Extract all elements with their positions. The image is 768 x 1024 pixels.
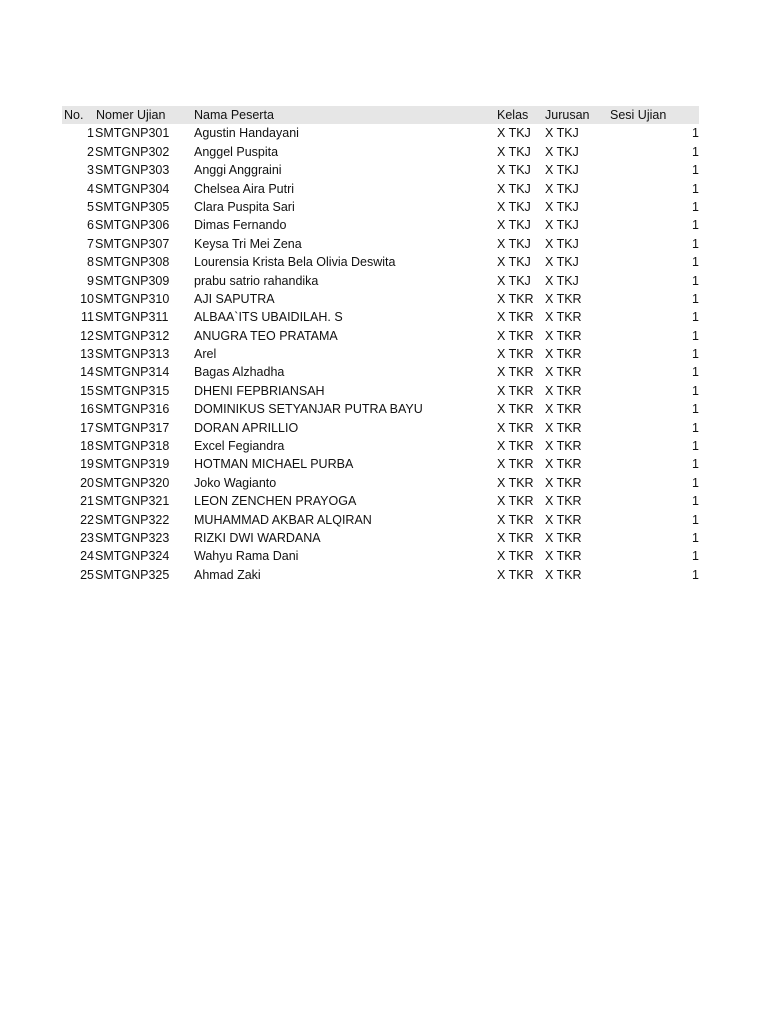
cell-nomor-ujian: SMTGNP319 [95, 457, 170, 472]
cell-jurusan: X TKJ [545, 144, 579, 159]
cell-nomor-ujian: SMTGNP305 [95, 199, 170, 214]
cell-nomor-ujian: SMTGNP310 [95, 291, 170, 306]
cell-no: 16 [80, 402, 94, 417]
cell-jurusan: X TKR [545, 383, 582, 398]
cell-kelas: X TKR [497, 549, 534, 564]
cell-nama-peserta: ANUGRA TEO PRATAMA [194, 328, 338, 343]
cell-nama-peserta: RIZKI DWI WARDANA [194, 530, 321, 545]
cell-jurusan: X TKR [545, 439, 582, 454]
cell-sesi-ujian: 1 [692, 255, 699, 270]
cell-jurusan: X TKR [545, 457, 582, 472]
participant-table [62, 106, 699, 584]
cell-sesi-ujian: 1 [692, 291, 699, 306]
cell-no: 9 [87, 273, 94, 288]
cell-jurusan: X TKR [545, 567, 582, 582]
cell-nama-peserta: Wahyu Rama Dani [194, 549, 299, 564]
cell-kelas: X TKR [497, 530, 534, 545]
cell-kelas: X TKJ [497, 236, 531, 251]
cell-jurusan: X TKR [545, 494, 582, 509]
cell-nomor-ujian: SMTGNP303 [95, 163, 170, 178]
table-row [62, 455, 699, 473]
cell-nama-peserta: Ahmad Zaki [194, 567, 261, 582]
cell-kelas: X TKR [497, 365, 534, 380]
cell-nama-peserta: prabu satrio rahandika [194, 273, 319, 288]
cell-no: 11 [81, 310, 94, 325]
header-nama-peserta: Nama Peserta [194, 108, 274, 122]
cell-jurusan: X TKR [545, 365, 582, 380]
cell-jurusan: X TKR [545, 402, 582, 417]
header-nomor-ujian: Nomer Ujian [96, 108, 166, 122]
cell-nomor-ujian: SMTGNP304 [95, 181, 170, 196]
cell-sesi-ujian: 1 [692, 549, 699, 564]
cell-nama-peserta: LEON ZENCHEN PRAYOGA [194, 494, 357, 509]
cell-nama-peserta: DOMINIKUS SETYANJAR PUTRA BAYU [194, 402, 423, 417]
cell-nama-peserta: MUHAMMAD AKBAR ALQIRAN [194, 512, 372, 527]
cell-jurusan: X TKR [545, 347, 582, 362]
cell-nama-peserta: AJI SAPUTRA [194, 291, 275, 306]
cell-jurusan: X TKJ [545, 236, 579, 251]
cell-no: 2 [87, 144, 94, 159]
cell-nomor-ujian: SMTGNP311 [95, 310, 169, 325]
cell-nama-peserta: Excel Fegiandra [194, 439, 285, 454]
cell-nama-peserta: Chelsea Aira Putri [194, 181, 295, 196]
cell-jurusan: X TKR [545, 549, 582, 564]
cell-no: 25 [80, 567, 94, 582]
table-row [62, 437, 699, 455]
cell-jurusan: X TKR [545, 420, 582, 435]
cell-nama-peserta: Agustin Handayani [194, 126, 299, 141]
cell-kelas: X TKR [497, 420, 534, 435]
cell-kelas: X TKR [497, 310, 534, 325]
cell-nama-peserta: HOTMAN MICHAEL PURBA [194, 457, 354, 472]
table-row [62, 290, 699, 308]
cell-sesi-ujian: 1 [692, 494, 699, 509]
cell-no: 1 [87, 126, 94, 141]
cell-sesi-ujian: 1 [692, 402, 699, 417]
cell-nomor-ujian: SMTGNP317 [95, 420, 170, 435]
table-row [62, 419, 699, 437]
cell-nama-peserta: DORAN APRILLIO [194, 420, 299, 435]
cell-nomor-ujian: SMTGNP306 [95, 218, 170, 233]
cell-nomor-ujian: SMTGNP301 [95, 126, 170, 141]
cell-sesi-ujian: 1 [692, 144, 699, 159]
cell-nama-peserta: Arel [194, 347, 217, 362]
cell-nomor-ujian: SMTGNP318 [95, 439, 170, 454]
cell-nomor-ujian: SMTGNP307 [95, 236, 170, 251]
table-row [62, 474, 699, 492]
cell-nama-peserta: Joko Wagianto [194, 475, 277, 490]
cell-sesi-ujian: 1 [692, 218, 699, 233]
table-row [62, 143, 699, 161]
table-row [62, 253, 699, 271]
cell-kelas: X TKR [497, 457, 534, 472]
cell-kelas: X TKR [497, 291, 534, 306]
cell-kelas: X TKJ [497, 255, 531, 270]
cell-nomor-ujian: SMTGNP302 [95, 144, 170, 159]
cell-jurusan: X TKJ [545, 181, 579, 196]
cell-sesi-ujian: 1 [692, 236, 699, 251]
cell-jurusan: X TKJ [545, 218, 579, 233]
cell-no: 5 [87, 199, 94, 214]
cell-sesi-ujian: 1 [692, 347, 699, 362]
cell-kelas: X TKJ [497, 181, 531, 196]
cell-nomor-ujian: SMTGNP309 [95, 273, 170, 288]
cell-no: 14 [80, 365, 94, 380]
table-row [62, 161, 699, 179]
cell-jurusan: X TKR [545, 530, 582, 545]
cell-nama-peserta: DHENI FEPBRIANSAH [194, 383, 325, 398]
cell-kelas: X TKR [497, 328, 534, 343]
cell-no: 22 [80, 512, 94, 527]
cell-nomor-ujian: SMTGNP323 [95, 530, 170, 545]
cell-jurusan: X TKJ [545, 163, 579, 178]
cell-nama-peserta: Keysa Tri Mei Zena [194, 236, 302, 251]
cell-kelas: X TKR [497, 512, 534, 527]
cell-no: 13 [80, 347, 94, 362]
cell-no: 3 [87, 163, 94, 178]
cell-nomor-ujian: SMTGNP316 [95, 402, 170, 417]
cell-sesi-ujian: 1 [692, 475, 699, 490]
cell-jurusan: X TKR [545, 512, 582, 527]
cell-nomor-ujian: SMTGNP320 [95, 475, 170, 490]
table-row [62, 547, 699, 565]
cell-kelas: X TKR [497, 347, 534, 362]
cell-sesi-ujian: 1 [692, 126, 699, 141]
cell-nomor-ujian: SMTGNP313 [95, 347, 170, 362]
table-row [62, 345, 699, 363]
cell-no: 23 [80, 530, 94, 545]
cell-no: 24 [80, 549, 94, 564]
cell-kelas: X TKJ [497, 163, 531, 178]
table-row [62, 492, 699, 510]
cell-kelas: X TKJ [497, 218, 531, 233]
cell-kelas: X TKJ [497, 199, 531, 214]
cell-sesi-ujian: 1 [692, 530, 699, 545]
cell-no: 15 [80, 383, 94, 398]
cell-nomor-ujian: SMTGNP314 [95, 365, 170, 380]
cell-jurusan: X TKJ [545, 126, 579, 141]
table-body [62, 124, 699, 584]
cell-sesi-ujian: 1 [692, 199, 699, 214]
cell-nomor-ujian: SMTGNP315 [95, 383, 170, 398]
cell-sesi-ujian: 1 [692, 273, 699, 288]
cell-jurusan: X TKR [545, 310, 582, 325]
cell-sesi-ujian: 1 [692, 181, 699, 196]
cell-kelas: X TKJ [497, 126, 531, 141]
cell-kelas: X TKJ [497, 144, 531, 159]
table-row [62, 382, 699, 400]
cell-no: 6 [87, 218, 94, 233]
header-no: No. [64, 108, 84, 122]
table-row [62, 180, 699, 198]
cell-sesi-ujian: 1 [692, 310, 699, 325]
cell-sesi-ujian: 1 [692, 512, 699, 527]
table-row [62, 363, 699, 381]
cell-kelas: X TKR [497, 402, 534, 417]
table-row [62, 511, 699, 529]
cell-sesi-ujian: 1 [692, 328, 699, 343]
cell-kelas: X TKR [497, 383, 534, 398]
cell-nomor-ujian: SMTGNP325 [95, 567, 170, 582]
table-row [62, 272, 699, 290]
header-jurusan: Jurusan [545, 108, 590, 122]
table-row [62, 198, 699, 216]
cell-nomor-ujian: SMTGNP308 [95, 255, 170, 270]
cell-nama-peserta: Lourensia Krista Bela Olivia Deswita [194, 255, 396, 270]
cell-no: 10 [80, 291, 94, 306]
cell-no: 21 [80, 494, 94, 509]
cell-sesi-ujian: 1 [692, 457, 699, 472]
table-row [62, 308, 699, 326]
cell-kelas: X TKR [497, 475, 534, 490]
table-row [62, 400, 699, 418]
cell-no: 7 [87, 236, 94, 251]
header-sesi-ujian: Sesi Ujian [610, 108, 667, 122]
cell-no: 17 [80, 420, 94, 435]
table-row [62, 566, 699, 584]
cell-kelas: X TKJ [497, 273, 531, 288]
cell-nomor-ujian: SMTGNP321 [95, 494, 170, 509]
cell-jurusan: X TKJ [545, 273, 579, 288]
table-row [62, 124, 699, 142]
cell-nomor-ujian: SMTGNP324 [95, 549, 170, 564]
cell-kelas: X TKR [497, 494, 534, 509]
cell-no: 20 [80, 475, 94, 490]
table-header-row [62, 106, 699, 124]
table-row [62, 235, 699, 253]
cell-sesi-ujian: 1 [692, 567, 699, 582]
cell-sesi-ujian: 1 [692, 420, 699, 435]
cell-kelas: X TKR [497, 567, 534, 582]
cell-no: 12 [80, 328, 94, 343]
cell-jurusan: X TKR [545, 291, 582, 306]
cell-kelas: X TKR [497, 439, 534, 454]
cell-sesi-ujian: 1 [692, 163, 699, 178]
cell-no: 8 [87, 255, 94, 270]
cell-nomor-ujian: SMTGNP322 [95, 512, 170, 527]
cell-sesi-ujian: 1 [692, 383, 699, 398]
cell-nomor-ujian: SMTGNP312 [95, 328, 170, 343]
table-row [62, 216, 699, 234]
header-kelas: Kelas [497, 108, 529, 122]
cell-nama-peserta: Anggel Puspita [194, 144, 279, 159]
cell-no: 4 [87, 181, 94, 196]
cell-nama-peserta: ALBAA`ITS UBAIDILAH. S [194, 310, 343, 325]
cell-sesi-ujian: 1 [692, 365, 699, 380]
cell-jurusan: X TKR [545, 475, 582, 490]
cell-nama-peserta: Clara Puspita Sari [194, 199, 295, 214]
cell-no: 19 [80, 457, 94, 472]
table-row [62, 529, 699, 547]
cell-jurusan: X TKR [545, 328, 582, 343]
cell-jurusan: X TKJ [545, 255, 579, 270]
cell-jurusan: X TKJ [545, 199, 579, 214]
cell-sesi-ujian: 1 [692, 439, 699, 454]
cell-nama-peserta: Bagas Alzhadha [194, 365, 285, 380]
table-row [62, 327, 699, 345]
cell-nama-peserta: Anggi Anggraini [194, 163, 282, 178]
cell-nama-peserta: Dimas Fernando [194, 218, 287, 233]
cell-no: 18 [80, 439, 94, 454]
